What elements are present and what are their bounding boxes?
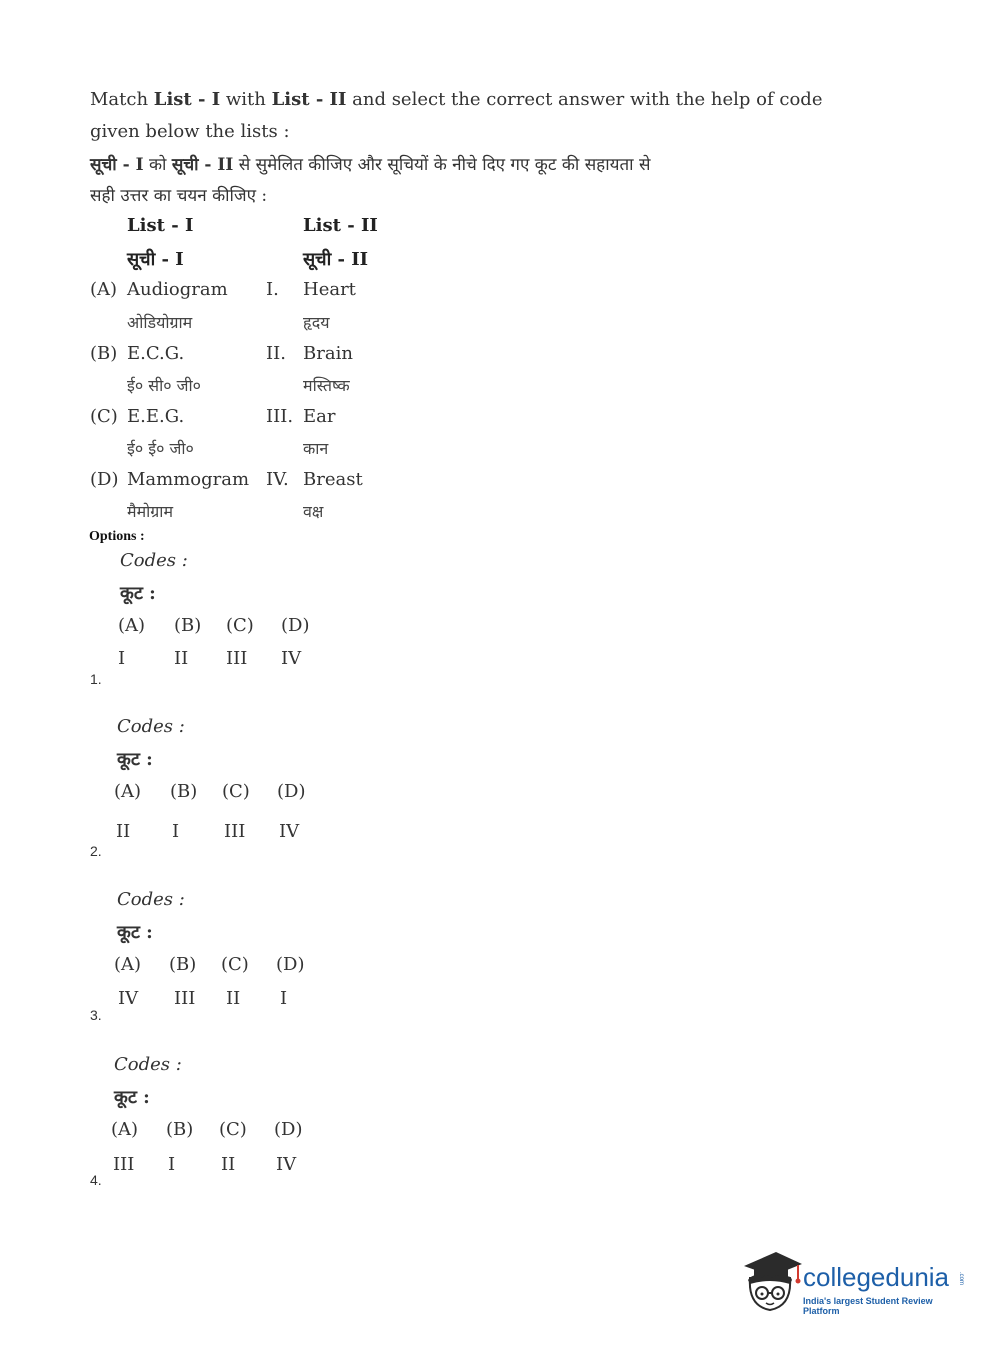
code-head: (A) [118, 615, 146, 636]
list-1-label: (C) [90, 406, 118, 427]
logo-domain-suffix: .com [958, 1272, 964, 1286]
question-text-hindi: से सुमेलित कीजिए और सूचियों के नीचे दिए गए कूट की सहायता से [233, 155, 651, 175]
question-hindi-line-2: सही उत्तर का चयन कीजिए : [90, 186, 268, 206]
list-2-header-hindi: सूची - II [303, 249, 369, 270]
koot-label: कूट : [117, 922, 153, 943]
list-2-ref-hindi: सूची - II [171, 155, 234, 175]
list-2-label: IV. [266, 469, 289, 490]
code-head: (B) [166, 1119, 194, 1140]
question-english-line-2: given below the lists : [90, 121, 290, 142]
question-text: and select the correct answer with the help of code [346, 89, 823, 110]
list-1-item-hindi: ओडियोग्राम [127, 313, 193, 332]
code-value: II [174, 648, 189, 669]
code-value: I [118, 648, 126, 669]
question-text-hindi: को [143, 155, 172, 175]
codes-label: Codes : [114, 1054, 182, 1075]
code-head: (D) [276, 954, 305, 975]
list-1-label: (D) [90, 469, 119, 490]
logo-tagline: India's largest Student Review Platform [803, 1296, 933, 1316]
code-value: II [226, 988, 241, 1009]
list-2-item: Heart [303, 279, 356, 300]
list-2-label: III. [266, 406, 294, 427]
options-label: Options : [89, 529, 145, 544]
list-2-ref: List - II [271, 89, 347, 110]
list-1-item-hindi: ई० ई० जी० [127, 439, 194, 458]
option-number[interactable]: 4. [90, 1172, 102, 1188]
code-value: I [172, 821, 180, 842]
code-value: IV [276, 1154, 297, 1175]
code-head: (A) [114, 954, 142, 975]
code-head: (A) [114, 781, 142, 802]
code-value: IV [118, 988, 139, 1009]
list-1-label: (A) [90, 279, 118, 300]
list-2-label: II. [266, 343, 286, 364]
code-value: I [280, 988, 288, 1009]
code-head: (C) [222, 781, 250, 802]
codes-label: Codes : [117, 716, 185, 737]
question-text: with [220, 89, 272, 110]
list-2-item-hindi: वक्ष [303, 502, 324, 521]
code-head: (C) [219, 1119, 247, 1140]
list-1-header: List - I [127, 215, 194, 236]
list-2-item-hindi: हृदय [303, 313, 330, 332]
option-number[interactable]: 3. [90, 1007, 102, 1023]
code-head: (D) [277, 781, 306, 802]
collegedunia-logo[interactable] [740, 1248, 970, 1318]
codes-label: Codes : [117, 889, 185, 910]
list-1-ref: List - I [153, 89, 221, 110]
code-value: III [224, 821, 246, 842]
list-1-item-hindi: मैमोग्राम [127, 502, 174, 521]
list-1-header-hindi: सूची - I [127, 249, 184, 270]
code-head: (C) [226, 615, 254, 636]
list-1-item: E.C.G. [127, 343, 185, 364]
code-value: IV [279, 821, 300, 842]
mascot-icon [740, 1248, 804, 1318]
code-value: III [226, 648, 248, 669]
code-value: III [113, 1154, 135, 1175]
list-2-item-hindi: मस्तिष्क [303, 376, 350, 395]
list-2-header: List - II [303, 215, 378, 236]
option-number[interactable]: 2. [90, 843, 102, 859]
list-1-item-hindi: ई० सी० जी० [127, 376, 201, 395]
code-value: I [168, 1154, 176, 1175]
list-1-item: Mammogram [127, 469, 250, 490]
code-head: (B) [170, 781, 198, 802]
code-value: II [116, 821, 131, 842]
code-head: (B) [169, 954, 197, 975]
koot-label: कूट : [120, 583, 156, 604]
code-head: (B) [174, 615, 202, 636]
code-value: II [221, 1154, 236, 1175]
list-2-item: Brain [303, 343, 353, 364]
list-2-item-hindi: कान [303, 439, 329, 458]
list-1-ref-hindi: सूची - I [90, 155, 144, 175]
question-english-line-1 [90, 89, 822, 110]
code-head: (D) [274, 1119, 303, 1140]
koot-label: कूट : [117, 749, 153, 770]
question-hindi-line-1 [90, 152, 650, 175]
list-1-item: E.E.G. [127, 406, 185, 427]
list-1-label: (B) [90, 343, 118, 364]
koot-label: कूट : [114, 1087, 150, 1108]
code-head: (C) [221, 954, 249, 975]
list-2-label: I. [266, 279, 279, 300]
code-value: III [174, 988, 196, 1009]
option-number[interactable]: 1. [90, 671, 102, 687]
code-head: (A) [111, 1119, 139, 1140]
code-value: IV [281, 648, 302, 669]
list-1-item: Audiogram [127, 279, 228, 300]
question-text: Match [90, 89, 154, 110]
codes-label: Codes : [120, 550, 188, 571]
list-2-item: Breast [303, 469, 363, 490]
logo-wordmark: collegedunia [803, 1262, 950, 1292]
list-2-item: Ear [303, 406, 336, 427]
code-head: (D) [281, 615, 310, 636]
